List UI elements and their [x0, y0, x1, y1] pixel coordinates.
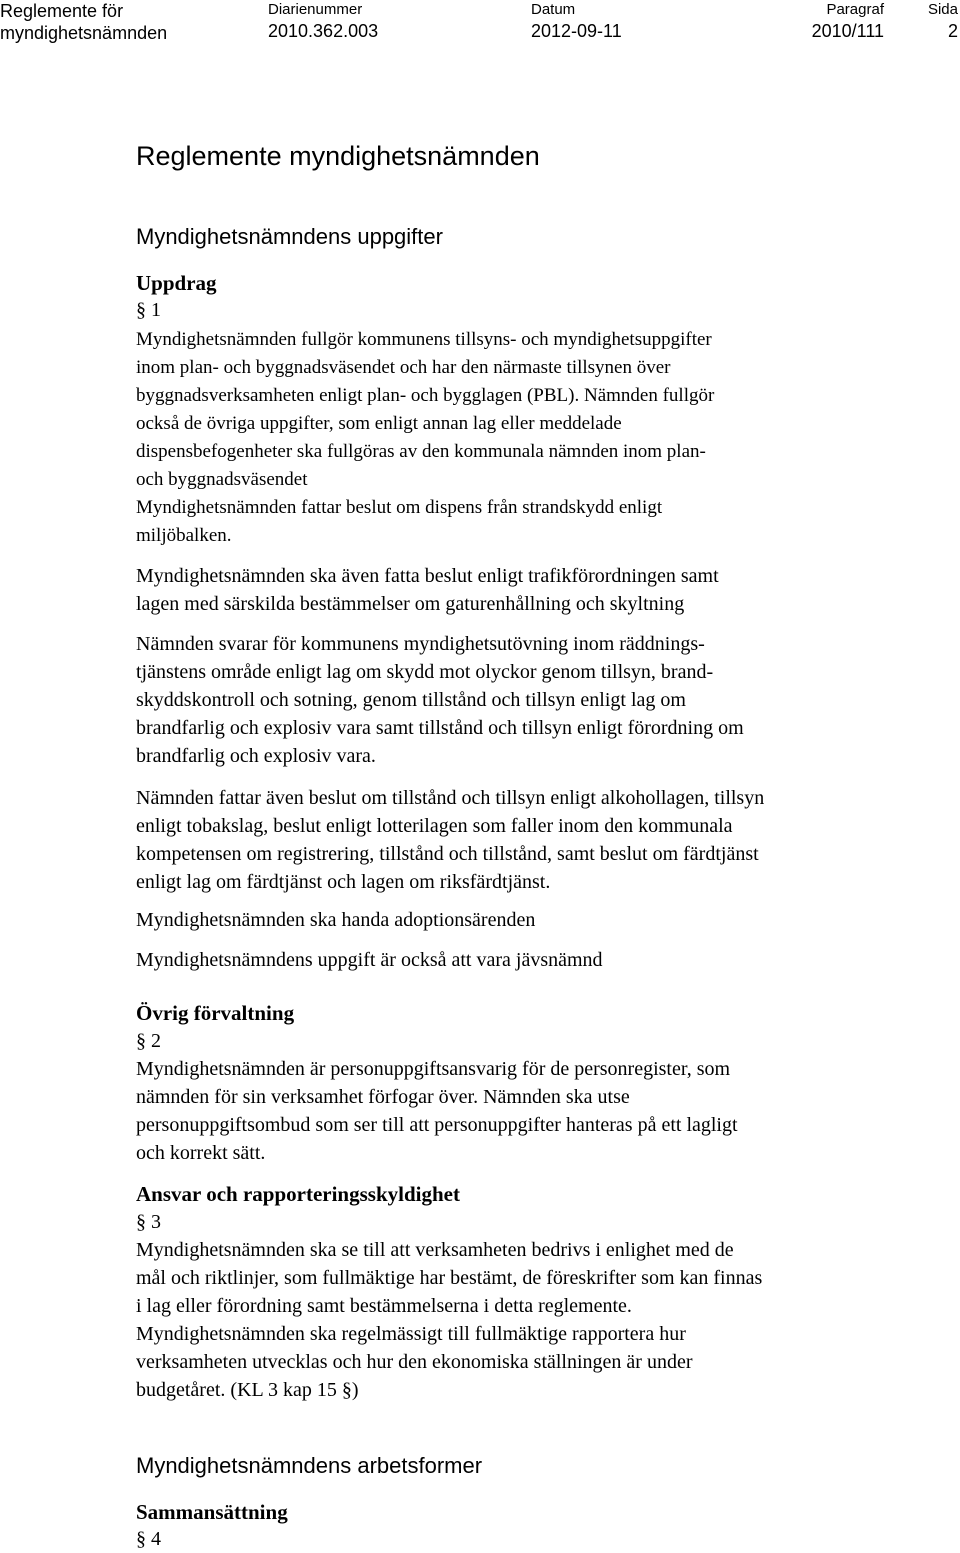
section-heading-arbetsformer: Myndighetsnämndens arbetsformer [136, 1453, 483, 1478]
header-document-name [0, 0, 167, 44]
paragraph-1-text-b: Myndighetsnämnden fattar beslut om dispens från strandskydd enligt miljöbalken. [136, 497, 663, 546]
paragraph-number-3: § 3 [136, 1211, 161, 1233]
paragraph-3-text: Myndighetsnämnden ska se till att verksamheten bedrivs i enlighet med de mål och riktlinjer, som fullmäktige har bestämt, de föreskrifter som kan finnas i lag eller förordning samt bestämmelserna i detta reglemente. Myndighetsnämnden ska regelmässigt till fullmäktige rapportera hur verksamheten utvecklas och hur den ekonomiska ställningen är under budgetåret. (KL 3 kap 15 §) [136, 1239, 763, 1401]
paragraph-1-text-a: Myndighetsnämnden fullgör kommunens tillsyns- och myndighetsuppgifter inom plan- och byggnadsväsendet och har den närmaste tillsynen över byggnadsverksamheten enligt plan- och bygglagen (PBL). Nämnden fullgör också de övriga uppgifter, som enligt annan lag eller meddelade dispensbefogenheter ska fullgöras av den kommunala nämnden inom plan- och byggnadsväsendet [136, 329, 715, 490]
header-paragraf [760, 0, 884, 42]
paragraph-number-2: § 2 [136, 1030, 161, 1052]
paragraph-1-text-e: Nämnden fattar även beslut om tillstånd och tillsyn enligt alkohollagen, tillsyn enligt tobakslag, beslut enligt lotterilagen som faller inom den kommunala kompetensen om registrering, tillstånd och tillstånd, samt beslut om färdtjänst enligt lag om färdtjänst och lagen om riksfärdtjänst. [136, 787, 765, 893]
header-title-line1: Reglemente för [0, 1, 124, 21]
diarienummer-label: Diarienummer [268, 1, 363, 18]
paragraph-number-1: § 1 [136, 299, 161, 321]
datum-value: 2012-09-11 [531, 21, 622, 41]
sida-label: Sida [927, 1, 958, 18]
datum-label: Datum [531, 1, 576, 18]
heading-uppdrag: Uppdrag [136, 271, 217, 295]
heading-ovrig-forvaltning: Övrig förvaltning [136, 1001, 295, 1025]
document-title: Reglemente myndighetsnämnden [136, 141, 540, 171]
paragraph-1-text-d: Nämnden svarar för kommunens myndighetsutövning inom räddnings- tjänstens område enligt lag om skydd mot olyckor genom tillsyn, brand- skyddskontroll och sotning, genom tillstånd och tillsyn enligt lag om brandfarlig och explosiv vara samt tillstånd och tillsyn enligt förordning om brandfarlig och explosiv vara. [136, 633, 744, 767]
paragraph-2-text: Myndighetsnämnden är personuppgiftsansvarig för de personregister, som nämnden för sin verksamhet förfogar över. Nämnden ska utse personuppgiftsombud som ser till att personuppgifter hanteras på ett lagligt och korrekt sätt. [136, 1058, 738, 1164]
header-datum [531, 0, 622, 42]
paragraph-1-text-c: Myndighetsnämnden ska även fatta beslut enligt trafikförordningen samt lagen med särskilda bestämmelser om gaturenhållning och skyltning [136, 565, 719, 615]
section-heading-uppgifter: Myndighetsnämndens uppgifter [136, 224, 443, 249]
paragraph-1-text-f: Myndighetsnämnden ska handa adoptionsärenden [136, 909, 536, 931]
paragraph-1-text-g: Myndighetsnämndens uppgift är också att vara jävsnämnd [136, 949, 603, 971]
document-header [0, 0, 960, 44]
header-sida [900, 0, 958, 42]
header-diarienummer [268, 0, 378, 42]
heading-sammansattning: Sammansättning [136, 1500, 288, 1524]
header-title-line2: myndighetsnämnden [0, 23, 168, 43]
paragraf-value: 2010/111 [811, 21, 884, 41]
paragraph-number-4: § 4 [136, 1528, 161, 1550]
paragraf-label: Paragraf [826, 1, 884, 18]
diarienummer-value: 2010.362.003 [268, 21, 379, 41]
sida-value: 2 [947, 21, 958, 41]
heading-ansvar: Ansvar och rapporteringsskyldighet [136, 1182, 460, 1206]
